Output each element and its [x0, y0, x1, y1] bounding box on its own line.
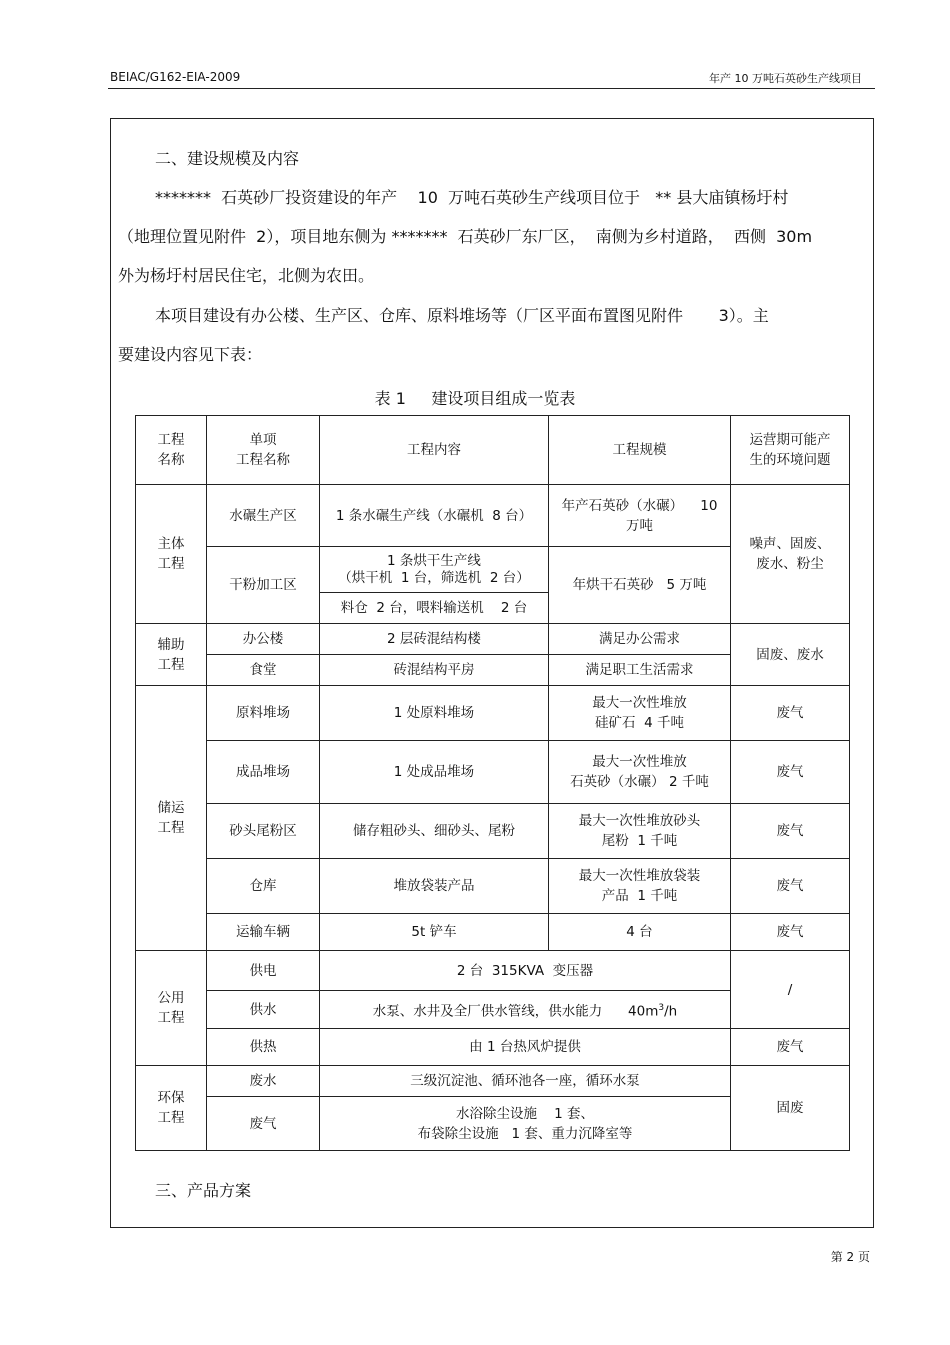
env-issue-aux: 固废、废水 — [731, 624, 850, 686]
item-name: 供水 — [207, 991, 320, 1029]
item-name: 水碾生产区 — [207, 485, 320, 547]
page-number: 第 2 页 — [830, 1250, 870, 1264]
item-name: 原料堆场 — [207, 686, 320, 741]
env-issue: 废气 — [731, 804, 850, 859]
item-content: 砖混结构平房 — [320, 655, 549, 686]
header-rule — [108, 88, 875, 89]
item-name: 干粉加工区 — [207, 547, 320, 624]
item-name: 废水 — [207, 1066, 320, 1097]
item-scale: 满足办公需求 — [549, 624, 731, 655]
item-content: 水泵、水井及全厂供水管线，供水能力 $40m^3/h$ — [320, 991, 731, 1029]
category-env-protect: 环保 工程 — [136, 1066, 207, 1151]
item-content: 1 处原料堆场 — [320, 686, 549, 741]
table-row — [136, 804, 850, 859]
env-issue: 废气 — [731, 859, 850, 914]
header-content: 工程内容 — [320, 416, 549, 485]
item-content: 由 1 台热风炉提供 — [320, 1029, 731, 1066]
item-content: 堆放袋装产品 — [320, 859, 549, 914]
item-scale: 年产石英砂（水碾） 10 万吨 — [549, 485, 731, 547]
table-row — [136, 741, 850, 804]
env-issue: 废气 — [731, 1029, 850, 1066]
item-name: 砂头尾粉区 — [207, 804, 320, 859]
table-row — [136, 624, 850, 655]
para1-line1: ******* 石英砂厂投资建设的年产 10 万吨石英砂生产线项目位于 ** 县大庙镇杨圩村 — [155, 188, 789, 207]
item-content: 1 处成品堆场 — [320, 741, 549, 804]
item-scale: 最大一次性堆放 石英砂（水碾） 2 千吨 — [549, 741, 731, 804]
item-name: 废气 — [207, 1097, 320, 1151]
section-heading-product: 三、产品方案 — [155, 1181, 252, 1200]
env-issue: 废气 — [731, 741, 850, 804]
category-utility: 公用 工程 — [136, 951, 207, 1066]
item-content: 料仓 2 台，喂料输送机 2 台 — [320, 593, 549, 624]
table-row — [136, 914, 850, 951]
item-content: 2 层砖混结构楼 — [320, 624, 549, 655]
table-row — [136, 859, 850, 914]
item-scale: 4 台 — [549, 914, 731, 951]
item-name: 仓库 — [207, 859, 320, 914]
item-content: 1 条烘干生产线 （烘干机 1 台，筛选机 2 台） — [320, 547, 549, 593]
item-scale: 最大一次性堆放砂头 尾粉 1 千吨 — [549, 804, 731, 859]
table-row — [136, 1066, 850, 1097]
project-title: 年产 10 万吨石英砂生产线项目 — [709, 72, 862, 85]
item-scale: 年烘干石英砂 5 万吨 — [549, 547, 731, 624]
item-name: 食堂 — [207, 655, 320, 686]
item-name: 供电 — [207, 951, 320, 991]
category-main: 主体 工程 — [136, 485, 207, 624]
header-category: 工程 名称 — [136, 416, 207, 485]
item-name: 运输车辆 — [207, 914, 320, 951]
section-heading-scale: 二、建设规模及内容 — [155, 149, 300, 168]
table-row — [136, 1029, 850, 1066]
item-content: 5t 铲车 — [320, 914, 549, 951]
para1-line3: 外为杨圩村居民住宅，北侧为农田。 — [118, 266, 375, 285]
item-content: 1 条水碾生产线（水碾机 8 台） — [320, 485, 549, 547]
header-env-issue: 运营期可能产 生的环境问题 — [731, 416, 850, 485]
env-issue-main: 噪声、固废、 废水、粉尘 — [731, 485, 850, 624]
para1-line2: （地理位置见附件 2），项目地东侧为 ******* 石英砂厂东厂区， 南侧为乡村道路， 西侧 30m — [118, 227, 813, 246]
table-caption: 表 1 建设项目组成一览表 — [374, 389, 576, 408]
project-composition-table — [135, 415, 850, 1151]
table-header-row — [136, 416, 850, 485]
item-content: 水浴除尘设施 1 套、 布袋除尘设施 1 套、重力沉降室等 — [320, 1097, 731, 1151]
category-aux: 辅助 工程 — [136, 624, 207, 686]
env-issue-utility: / — [731, 951, 850, 1029]
item-content: 2 台 315KVA 变压器 — [320, 951, 731, 991]
item-content: 三级沉淀池、循环池各一座，循环水泵 — [320, 1066, 731, 1097]
para2-line1: 本项目建设有办公楼、生产区、仓库、原料堆场等（厂区平面布置图见附件 3）。主 — [155, 306, 769, 325]
item-scale: 最大一次性堆放 硅矿石 4 千吨 — [549, 686, 731, 741]
env-issue-env-protect: 固废 — [731, 1066, 850, 1151]
header-item: 单项 工程名称 — [207, 416, 320, 485]
table-row — [136, 951, 850, 991]
item-scale: 满足职工生活需求 — [549, 655, 731, 686]
env-issue: 废气 — [731, 914, 850, 951]
item-name: 供热 — [207, 1029, 320, 1066]
item-scale: 最大一次性堆放袋装 产品 1 千吨 — [549, 859, 731, 914]
doc-code: BEIAC/G162-EIA-2009 — [110, 70, 241, 84]
category-storage: 储运 工程 — [136, 686, 207, 951]
item-name: 成品堆场 — [207, 741, 320, 804]
item-name: 办公楼 — [207, 624, 320, 655]
item-content: 储存粗砂头、细砂头、尾粉 — [320, 804, 549, 859]
env-issue: 废气 — [731, 686, 850, 741]
table-row — [136, 485, 850, 547]
header-scale: 工程规模 — [549, 416, 731, 485]
para2-line2: 要建设内容见下表： — [118, 345, 263, 364]
table-row — [136, 686, 850, 741]
